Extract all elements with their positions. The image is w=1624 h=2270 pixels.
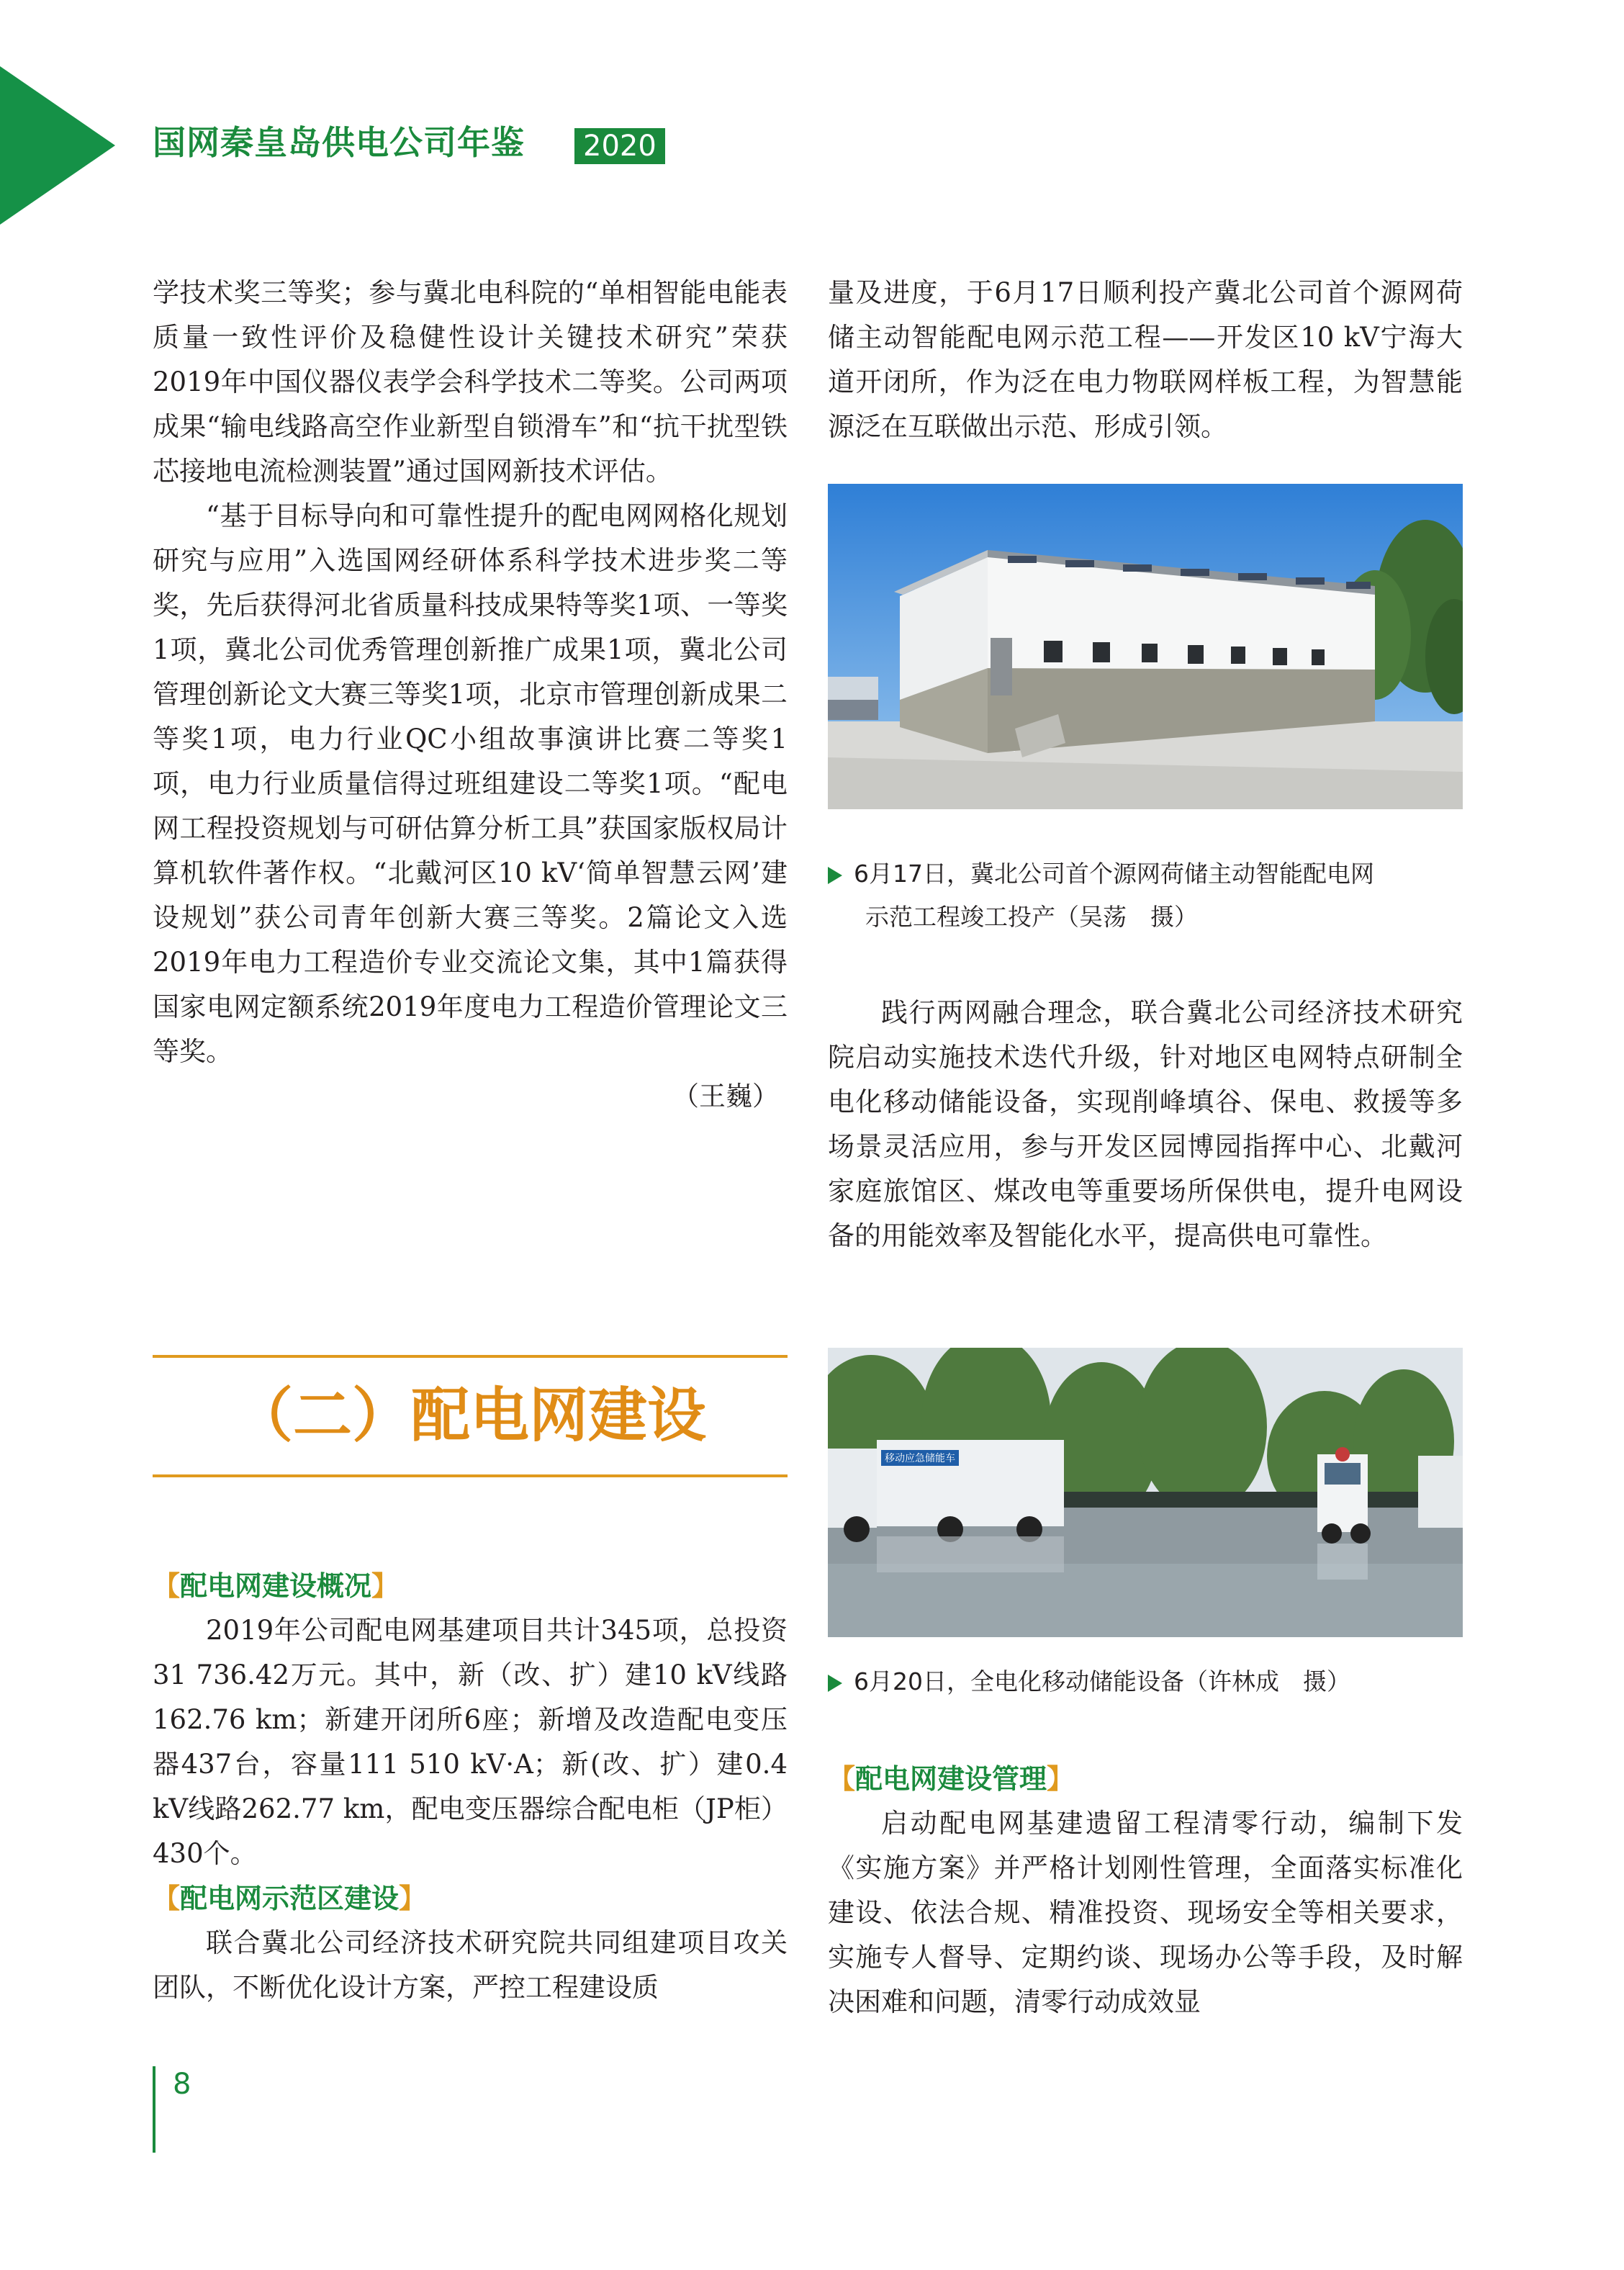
- section-title-box: [153, 1355, 788, 1477]
- caption-triangle-icon: [828, 867, 842, 884]
- header-year-badge: 2020: [574, 128, 665, 164]
- left-paragraph-4: 联合冀北公司经济技术研究院共同组建项目攻关团队，不断优化设计方案，严控工程建设质: [153, 1927, 788, 2003]
- right-column-bottom: [828, 1757, 1463, 2024]
- author-signature: （王巍）: [672, 1081, 779, 1112]
- header-corner-triangle: [0, 66, 115, 225]
- right-column-top: [828, 271, 1463, 449]
- truck-sign-text: 移动应急储能车: [885, 1453, 955, 1464]
- photo-caption-2: 6月20日，全电化移动储能设备（许林成 摄）: [828, 1660, 1463, 1703]
- subheading-overview: 【配电网建设概况】: [153, 1570, 400, 1602]
- left-paragraph-1: 学技术奖三等奖；参与冀北电科院的“单相智能电能表质量一致性评价及稳健性设计关键技术研究”荣获2019年中国仪器仪表学会科学技术二等奖。公司两项成果“输电线路高空作业新型自锁滑车”和“抗干扰型铁芯接地电流检测装置”通过国网新技术评估。: [153, 277, 788, 487]
- left-column-top: [153, 271, 788, 1119]
- page-number: 8: [173, 2068, 191, 2101]
- left-column-bottom: [153, 1564, 788, 2010]
- caption-triangle-icon: [828, 1675, 842, 1692]
- section-title: （二）配电网建设: [233, 1382, 706, 1450]
- subheading-demo-zone: 【配电网示范区建设】: [153, 1883, 427, 1914]
- right-paragraph-3: 启动配电网基建遗留工程清零行动，编制下发《实施方案》并严格计划刚性管理，全面落实标准化建设、依法合规、精准投资、现场安全等相关要求，实施专人督导、定期约谈、现场办公等手段，及时解决困难和问题，清零行动成效显: [828, 1808, 1463, 2017]
- photo-mobile-storage: [828, 1348, 1463, 1637]
- subheading-construction-management: 【配电网建设管理】: [828, 1763, 1075, 1795]
- left-paragraph-3: 2019年公司配电网基建项目共计345项，总投资31 736.42万元。其中，新（改、扩）建10 kV线路162.76 km；新建开闭所6座；新增及改造配电变压器437台，容量111 510 kV·A；新(改、扩）建0.4 kV线路262.77 km，配电变压器综合配电柜（JP柜）430个。: [153, 1615, 788, 1869]
- right-column-middle: [828, 991, 1463, 1258]
- header-title: 国网秦皇岛供电公司年鉴: [153, 123, 525, 162]
- photo-caption-1: 6月17日，冀北公司首个源网荷储主动智能配电网 示范工程竣工投产（吴荡 摄）: [828, 852, 1463, 939]
- right-paragraph-2: 践行两网融合理念，联合冀北公司经济技术研究院启动实施技术迭代升级，针对地区电网特点研制全电化移动储能设备，实现削峰填谷、保电、救援等多场景灵活应用，参与开发区园博园指挥中心、北戴河家庭旅馆区、煤改电等重要场所保供电，提升电网设备的用能效率及智能化水平，提高供电可靠性。: [828, 997, 1463, 1251]
- page-number-rule: [153, 2066, 155, 2153]
- right-paragraph-1: 量及进度，于6月17日顺利投产冀北公司首个源网荷储主动智能配电网示范工程——开发区10 kV宁海大道开闭所，作为泛在电力物联网样板工程，为智慧能源泛在互联做出示范、形成引领。: [828, 277, 1463, 442]
- left-paragraph-2: “基于目标导向和可靠性提升的配电网网格化规划研究与应用”入选国网经研体系科学技术进步奖二等奖，先后获得河北省质量科技成果特等奖1项、一等奖1项，冀北公司优秀管理创新推广成果1项，冀北公司管理创新论文大赛三等奖1项，北京市管理创新成果二等奖1项，电力行业QC小组故事演讲比赛二等奖1项，电力行业质量信得过班组建设二等奖1项。“配电网工程投资规划与可研估算分析工具”获国家版权局计算机软件著作权。“北戴河区10 kV‘简单智慧云网’建设规划”获公司青年创新大赛三等奖。2篇论文入选2019年电力工程造价专业交流论文集，其中1篇获得国家电网定额系统2019年度电力工程造价管理论文三等奖。: [153, 500, 788, 1067]
- photo-switching-station: [828, 484, 1463, 809]
